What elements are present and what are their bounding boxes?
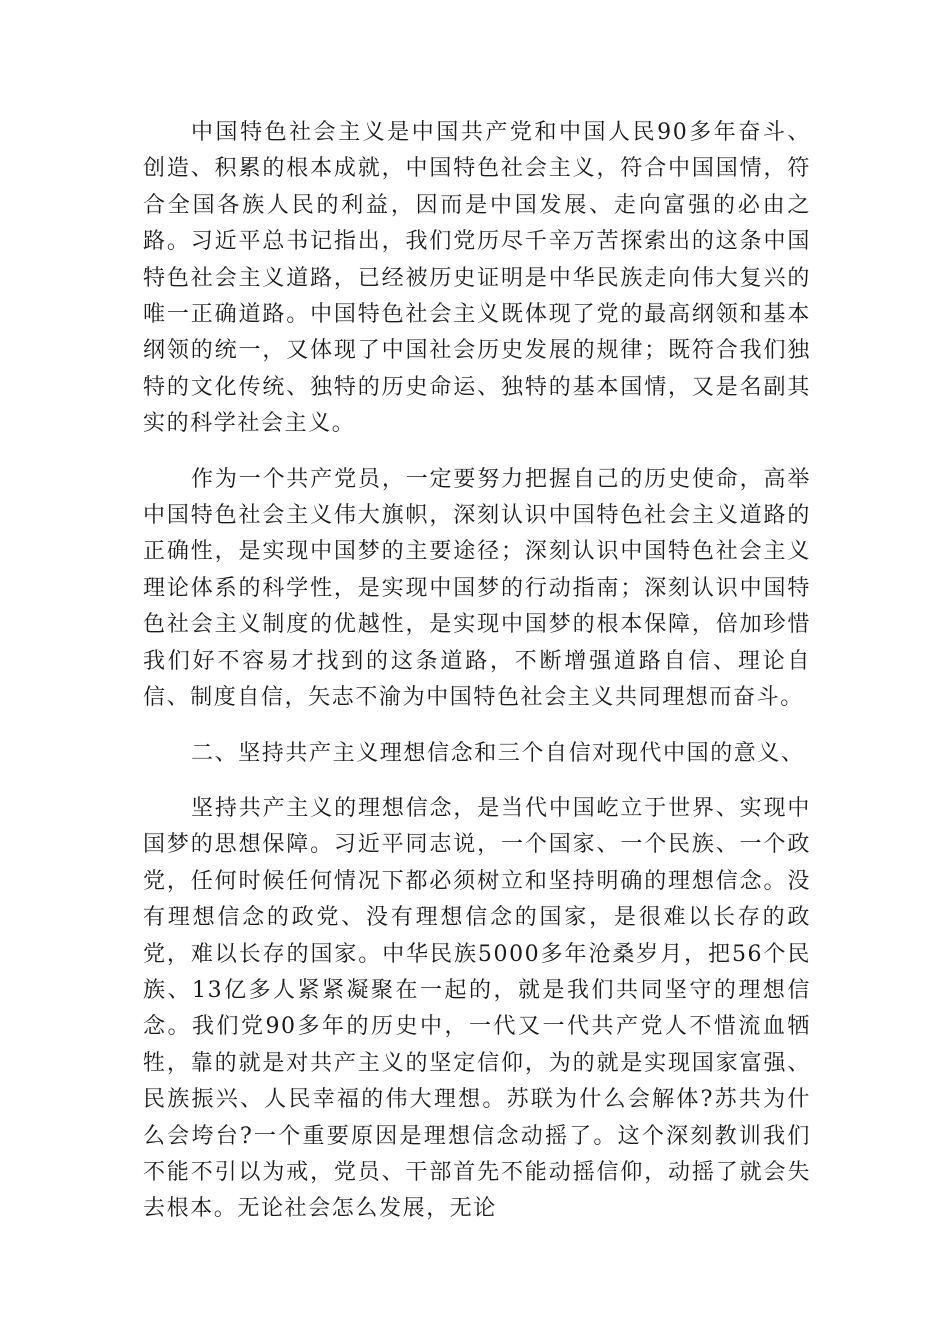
paragraph-socialism-achievement: 中国特色社会主义是中国共产党和中国人民90多年奋斗、创造、积累的根本成就，中国特色社会主义，符合中国国情，符合全国各族人民的利益，因而是中国发展、走向富强的必由之路。习近平总书记指出，我们党历尽千辛万苦探索出的这条中国特色社会主义道路，已经被历史证明是中华民族走向伟大复兴的唯一正确道路。中国特色社会主义既体现了党的最高纲领和基本纲领的统一，又体现了中国社会历史发展的规律；既符合我们独特的文化传统、独特的历史命运、独特的基本国情，又是名副其实的科学社会主义。 — [143, 120, 811, 437]
section-heading-ideals: 二、坚持共产主义理想信念和三个自信对现代中国的意义、 — [191, 740, 805, 766]
paragraph-ideals-and-beliefs: 坚持共产主义的理想信念，是当代中国屹立于世界、实现中国梦的思想保障。习近平同志说，一个国家、一个民族、一个政党，任何时候任何情况下都必须树立和坚持明确的理想信念。没有理想信念的政党、没有理想信念的国家，是很难以长存的政党，难以长存的国家。中华民族5000多年沧桑岁月，把56个民族、13亿多人紧紧凝聚在一起的，就是我们共同坚守的理想信念。我们党90多年的历史中，一代又一代共产党人不惜流血牺牲，靠的就是对共产主义的坚定信仰，为的就是实现国家富强、民族振兴、人民幸福的伟大理想。苏联为什么会解体?苏共为什么会垮台?一个重要原因是理想信念动摇了。这个深刻教训我们不能不引以为戒，党员、干部首先不能动摇信仰，动摇了就会失去根本。无论社会怎么发展，无论 — [143, 795, 811, 1222]
document-body — [143, 115, 811, 1228]
paragraph-party-member-mission: 作为一个共产党员，一定要努力把握自己的历史使命，高举中国特色社会主义伟大旗帜，深刻认识中国特色社会主义道路的正确性，是实现中国梦的主要途径；深刻认识中国特色社会主义理论体系的科学性，是实现中国梦的行动指南；深刻认识中国特色社会主义制度的优越性，是实现中国梦的根本保障，倍加珍惜我们好不容易才找到的这条道路，不断增强道路自信、理论自信、制度自信，矢志不渝为中国特色社会主义共同理想而奋斗。 — [143, 466, 811, 711]
